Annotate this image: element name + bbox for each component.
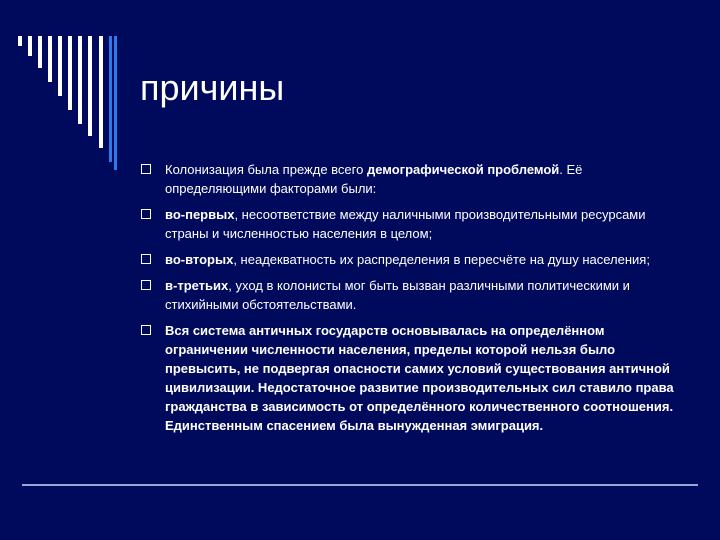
stripe-7 (78, 36, 82, 124)
square-bullet-icon (141, 164, 151, 174)
bullet-item-4 (140, 276, 680, 314)
stripe-2 (28, 36, 32, 56)
bullet-text-strong: демографической проблемой (366, 162, 560, 177)
bullet-text-pre: Колонизация была прежде всего (165, 162, 367, 177)
stripe-5 (58, 36, 62, 96)
bullet-text-strong: во-первых (165, 207, 235, 222)
decorative-stripes (0, 0, 140, 180)
bullet-text-strong: Вся система античных государств основывалась на определённом ограничении численности населения, пределы которой нельзя было превысить, не подвергая опасности самих условий существования античной цивилизации. Недостаточное развитие производительных сил ставило права гражданства в зависимость от определённого количественного соотношения. Единственным спасением была вынужденная эмиграция. (165, 323, 674, 433)
bullet-item-3 (140, 250, 680, 269)
bullet-text-post: , неадекватность их распределения в пересчёте на душу населения; (233, 252, 650, 267)
bullet-text-strong: в-третьих (165, 278, 229, 293)
square-bullet-icon (141, 209, 151, 219)
slide-title: причины (140, 67, 285, 108)
bullet-text-post: , уход в колонисты мог быть вызван различными политическими и стихийными обстоятельствами. (165, 278, 630, 312)
stripe-6 (68, 36, 72, 110)
bullet-item-1 (140, 160, 680, 198)
bullet-item-5 (140, 321, 680, 435)
square-bullet-icon (141, 280, 151, 290)
bullet-list (140, 160, 680, 442)
bottom-divider (22, 484, 698, 486)
bullet-item-2 (140, 205, 680, 243)
stripe-4 (48, 36, 52, 82)
square-bullet-icon (141, 254, 151, 264)
stripe-3 (38, 36, 42, 68)
stripe-1 (18, 36, 22, 46)
bullet-text-post: , несоответствие между наличными производительными ресурсами страны и численностью населения в целом; (165, 207, 646, 241)
stripe-8 (88, 36, 92, 136)
stripe-10 (109, 36, 112, 162)
square-bullet-icon (141, 325, 151, 335)
bullet-text-post: . Её определяющими факторами были: (165, 162, 583, 196)
stripe-11 (114, 36, 117, 170)
stripe-9 (99, 36, 103, 148)
bullet-text-strong: во-вторых (165, 252, 234, 267)
